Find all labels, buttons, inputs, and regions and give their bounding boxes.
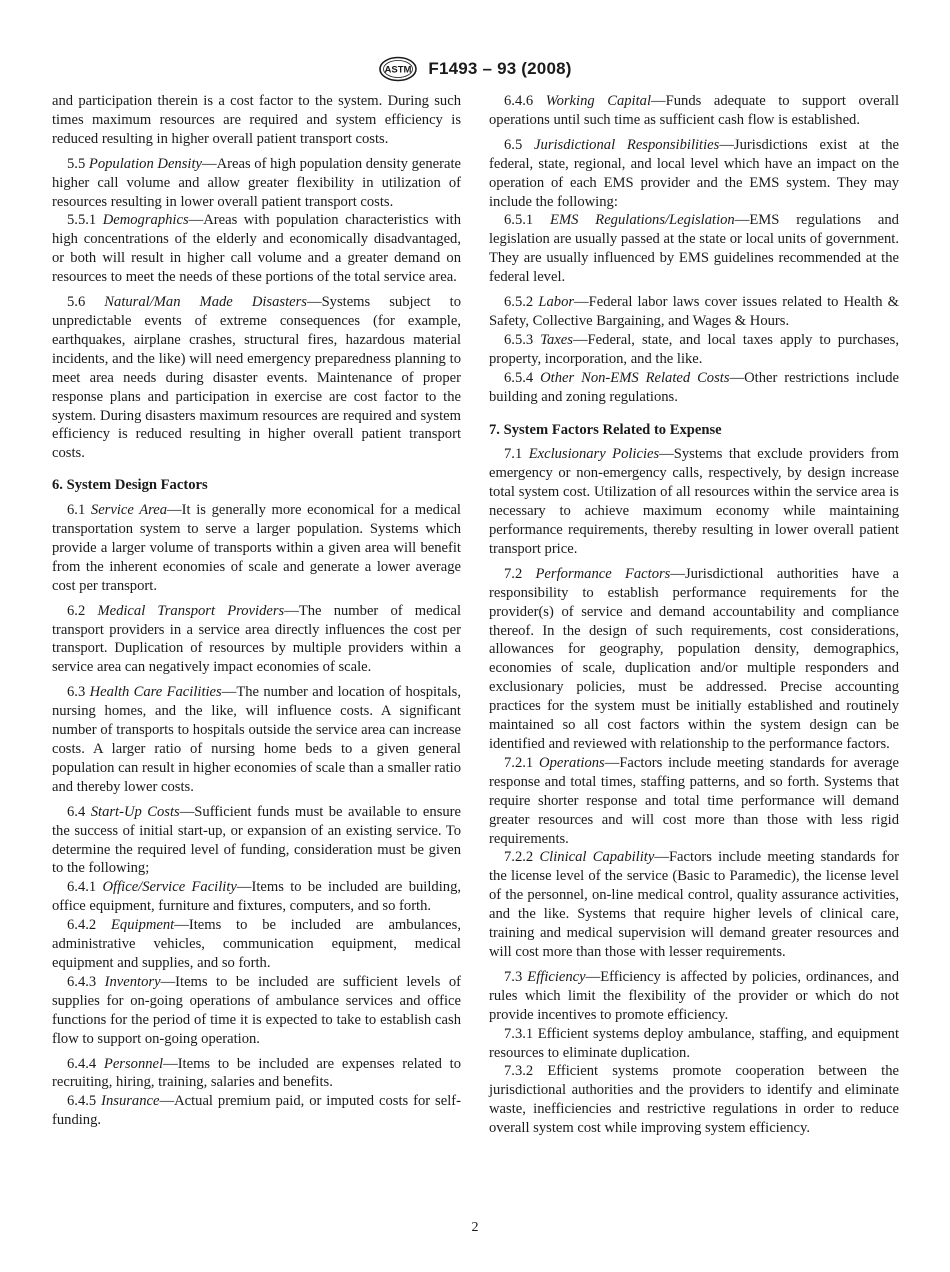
section-title: Clinical Capability [539, 849, 655, 866]
left-column [52, 92, 461, 1136]
section-title: Equipment [111, 917, 175, 934]
section-number: 7.2.1 [504, 754, 534, 771]
section-title: Jurisdictional Responsibilities [534, 136, 720, 153]
section-title: Insurance [101, 1093, 160, 1110]
section-number: 5.5.1 [67, 212, 97, 229]
section-body: —Items to be included are expenses related to recruiting, hiring, training, salaries and benefits. [52, 1055, 461, 1091]
section-body: —Items to be included are building, office equipment, furniture and fixtures, computers, and so forth. [52, 879, 462, 915]
paragraph-7-2-2 [489, 848, 899, 961]
paragraph-5-6 [52, 293, 461, 463]
paragraph-7-1 [489, 445, 899, 558]
section-body: —Federal, state, and local taxes apply to purchases, property, incorporation, and the like. [489, 331, 899, 367]
section-number: 6.5.1 [504, 212, 534, 229]
section-body: —Areas of high population density generate higher call volume and allow greater flexibility in utilization of resources resulting in lower overall patient transport costs. [52, 155, 461, 210]
paragraph-6-4-6 [489, 92, 899, 130]
section-title: Inventory [104, 973, 161, 990]
section-body: —Federal labor laws cover issues related to Health & Safety, Collective Bargaining, and Wages & Hours. [489, 294, 899, 329]
paragraph-7-3-1 [489, 1025, 899, 1063]
section-body: —Jurisdictions exist at the federal, state, regional, and local level which have an impact on the operation of each EMS provider and the EMS system. They may include the following: [489, 136, 899, 210]
section-number: 7.3 [504, 968, 523, 985]
section-body: —Factors include meeting standards for average response and total times, staffing patterns, and so forth. Systems that require shorter response and total time performance will demand greater resources and will cost more than those with less rigid requirements. [489, 754, 899, 847]
section-number: 7.2 [504, 565, 523, 582]
section-number: 6.4.1 [67, 879, 97, 896]
paragraph-6-4 [52, 803, 461, 879]
section-title: Office/Service Facility [102, 879, 237, 896]
paragraph-7-2-1 [489, 754, 899, 849]
paragraph-5-5-1 [52, 211, 461, 287]
section-title: Medical Transport Providers [97, 602, 285, 619]
section-body: —Efficiency is affected by policies, ordinances, and rules which limit the flexibility of the provider or which do not provide incentives to promote efficiency. [489, 968, 899, 1023]
astm-logo-text: ASTM [384, 64, 412, 76]
section-body: —The number of medical transport providers in a service area directly influences the cost per transport. Duplication of resources by multiple providers within a service area can negatively impact economies of scale. [52, 602, 461, 676]
astm-logo-icon [378, 56, 418, 82]
page-number: 2 [471, 1220, 479, 1235]
section-title: Natural/Man Made Disasters [104, 294, 307, 311]
section-title: Population Density [88, 155, 202, 172]
section-title: Working Capital [545, 93, 652, 109]
section-title: Service Area [90, 502, 168, 519]
section-title: Other Non-EMS Related Costs [540, 369, 730, 386]
section-number: 6.4.2 [67, 917, 97, 934]
section-body: —Items to be included are ambulances, administrative vehicles, communication equipment, medical equipment and supplies, and so forth. [52, 917, 461, 971]
paragraph-7-2 [489, 565, 899, 754]
section-number: 6.4.6 [504, 93, 534, 109]
paragraph-6-5-4 [489, 369, 899, 407]
section-number: 6.4.5 [67, 1093, 97, 1110]
section-number: 7.1 [504, 446, 523, 463]
section-title: Personnel [103, 1055, 164, 1072]
paragraph-6-5-3 [489, 331, 899, 369]
paragraph-6-5 [489, 136, 899, 212]
document-designation: F1493 – 93 (2008) [428, 59, 572, 78]
section-number: 6.4 [67, 803, 86, 820]
section-body: —Jurisdictional authorities have a responsibility to establish performance requirements for the provider(s) of service and demand accountability and compliance thereof. In the design of such requirements, cost considerations, allowances for geography, population density, demographics, economies of scale, duplication and/or multiple responders and exclusionary policies, must be addressed. Precise accounting practices for the system must be initially established and routinely maintained so all cost factors within the system design can be identified and reviewed with relationship to the performance factors. [489, 565, 899, 752]
paragraph-6-3 [52, 683, 461, 796]
page-header [0, 56, 950, 84]
section-body: —Areas with population characteristics with high concentrations of the elderly and economically disadvantaged, or both will result in higher call volume and a greater demand on resources to meet the needs of these portions of the total service area. [52, 212, 461, 286]
paragraph-continued [52, 92, 461, 149]
section-number: 6.1 [67, 502, 86, 519]
section-title: Demographics [102, 212, 189, 229]
section-number: 7.3.2 [504, 1063, 534, 1080]
section-number: 6.5.4 [504, 369, 534, 386]
section-number: 5.6 [67, 294, 86, 311]
section-body: —Actual premium paid, or imputed costs for self-funding. [52, 1093, 461, 1129]
paragraph-6-4-5 [52, 1092, 461, 1130]
paragraph-6-5-2 [489, 293, 899, 331]
section-title: Health Care Facilities [89, 684, 222, 701]
section-body: —Factors include meeting standards for the license level of the service (Basic to Paramedic), the license level of the personnel, on-line medical control, quality assurance activities, and the like. Systems that require higher levels of clinical care, training and medical supervision will demand greater resources and will cost more than those with lesser requirements. [489, 849, 899, 960]
section-number: 6.3 [67, 684, 86, 701]
section-body: —Funds adequate to support overall operations until such time as sufficient cash flow is established. [489, 93, 899, 128]
paragraph-7-3 [489, 968, 899, 1025]
section-heading-7: 7. System Factors Related to Expense [489, 421, 722, 438]
section-title: Start-Up Costs [90, 803, 180, 820]
paragraph-6-4-4 [52, 1055, 461, 1093]
section-body: and participation therein is a cost factor to the system. During such times maximum resources are required and system efficiency is reduced resulting in higher overall patient transport costs. [52, 93, 461, 147]
paragraph-6-2 [52, 602, 461, 678]
section-number: 6.5.2 [504, 294, 534, 311]
section-title: Efficiency [527, 968, 586, 985]
section-body: —The number and location of hospitals, nursing homes, and the like, will influence costs. A significant number of transports to hospitals outside the service area can increase costs. A larger ratio of nursing home beds to a given general population can result in higher economies of scale than a smaller ratio and thereby lower costs. [52, 684, 461, 795]
section-body: —Other restrictions include building and zoning regulations. [489, 369, 900, 405]
section-number: 5.5 [67, 155, 86, 172]
section-heading-6: 6. System Design Factors [52, 477, 208, 494]
paragraph-6-5-1 [489, 211, 899, 287]
paragraph-6-4-1 [52, 878, 461, 916]
section-number: 6.5 [504, 136, 523, 153]
section-title: Operations [539, 754, 605, 771]
paragraph-6-4-3 [52, 973, 461, 1049]
section-body: —Systems subject to unpredictable events of extreme consequences (for example, earthquakes, airplane crashes, structural fires, hazardous material incidents, and the like) will need emergency preparedness planning to meet area needs during disaster events. Maintenance of proper response plans and participation in exercise are cost factor to the system. During disasters maximum resources are required and system efficiency is reduced resulting in higher overall patient transport costs. [52, 294, 461, 462]
paragraph-7-3-2 [489, 1062, 899, 1138]
section-body: —Sufficient funds must be available to ensure the success of initial start-up, or expansion of an existing service. To determine the required level of funding, consideration must be given to the following; [52, 803, 462, 877]
section-body: —Systems that exclude providers from emergency or non-emergency calls, respectively, by design increase total system cost. Utilization of all resources within the service area is necessary to achieve maximum economy while maintaining performance requirements, thereby resulting in lower overall patient transport price. [489, 446, 899, 557]
section-number: 6.4.3 [67, 973, 97, 990]
section-title: EMS Regulations/Legislation [550, 212, 735, 229]
section-title: Exclusionary Policies [528, 446, 660, 463]
paragraph-6-1 [52, 501, 461, 596]
section-number: 7.3.1 [504, 1025, 534, 1042]
section-number: 6.4.4 [67, 1055, 97, 1072]
section-title: Labor [538, 294, 575, 311]
section-body: —It is generally more economical for a medical transportation system to serve a larger population. Systems which provide a larger volume of transports within a given area will benefit from the inherent economies of scale and generate a lower average cost per transport. [52, 502, 461, 594]
section-number: 7.2.2 [504, 849, 534, 866]
paragraph-5-5 [52, 155, 461, 212]
paragraph-6-4-2 [52, 916, 461, 973]
section-number: 6.2 [67, 602, 86, 619]
section-number: 6.5.3 [504, 331, 534, 348]
right-column [489, 92, 899, 1144]
section-body: Efficient systems promote cooperation between the jurisdictional authorities and the providers to identify and eliminate waste, inefficiencies and restrictive regulations in order to reduce overall system cost while improving system efficiency. [489, 1063, 899, 1137]
section-body: Efficient systems deploy ambulance, staffing, and equipment resources to eliminate duplication. [489, 1025, 899, 1061]
section-body: —Items to be included are sufficient levels of supplies for on-going operations of ambulance services and office functions for the period of time it is expected to take to establish cash flow to support on-going operation. [52, 973, 461, 1047]
section-title: Taxes [540, 331, 573, 348]
section-title: Performance Factors [535, 565, 671, 582]
section-body: —EMS regulations and legislation are usually passed at the state or local units of government. They are usually influenced by EMS guidelines recommended at the federal level. [489, 212, 899, 286]
